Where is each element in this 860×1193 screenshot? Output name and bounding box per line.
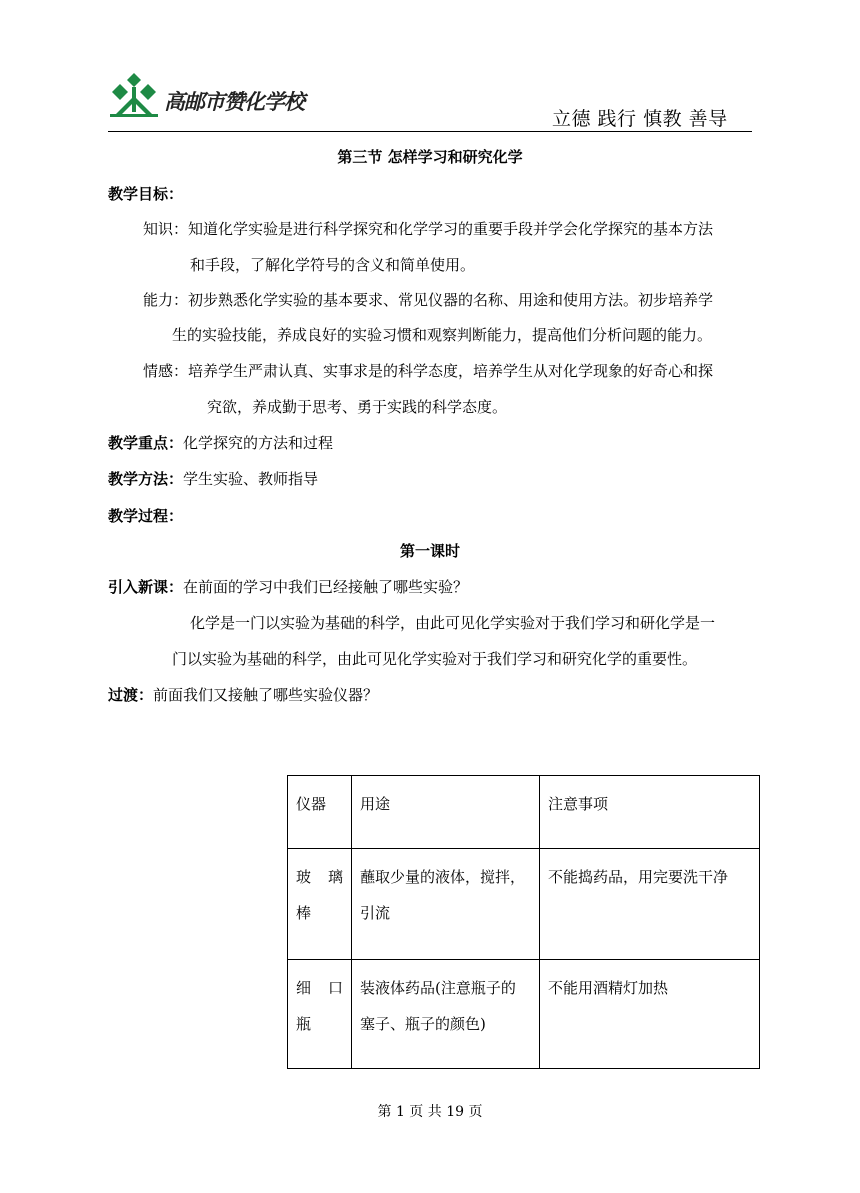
table-header-row	[288, 776, 760, 849]
instrument-name-char: 细	[296, 979, 312, 997]
instrument-name-char: 棒	[296, 904, 312, 922]
table-row	[288, 849, 760, 960]
use-text-line: 引流	[360, 904, 391, 922]
intro-paragraph-line-2: 门以实验为基础的科学，由此可见化学实验对于我们学习和研究化学的重要性。	[172, 650, 698, 668]
knowledge-line-1: 知道化学实验是进行科学探究和化学学习的重要手段并学会化学探究的基本方法	[188, 220, 714, 238]
header-divider	[108, 131, 752, 132]
instrument-name-char: 璃	[327, 868, 343, 886]
ability-label: 能力：	[143, 291, 189, 309]
use-text-line: 塞子、瓶子的颜色)	[360, 1015, 486, 1033]
use-cell	[352, 849, 540, 960]
header-cell-use: 用途	[352, 776, 540, 849]
instrument-table	[287, 775, 760, 1069]
use-text-line: 装液体药品(注意瓶子的	[360, 979, 516, 997]
method-row	[108, 468, 318, 489]
intro-row	[108, 576, 468, 597]
intro-paragraph-line-1: 化学是一门以实验为基础的科学，由此可见化学实验对于我们学习和研化学是一	[190, 614, 716, 632]
process-label: 教学过程：	[108, 507, 184, 525]
header-cell-notes: 注意事项	[540, 776, 760, 849]
use-text-line: 蘸取少量的液体，搅拌，	[360, 868, 526, 886]
use-cell	[352, 960, 540, 1069]
emotion-label: 情感：	[143, 362, 189, 380]
table-row	[288, 960, 760, 1069]
emotion-line-1: 培养学生严肃认真、实事求是的科学态度，培养学生从对化学现象的好奇心和探	[188, 362, 714, 380]
ability-line-2: 生的实验技能，养成良好的实验习惯和观察判断能力，提高他们分析问题的能力。	[172, 326, 713, 344]
instrument-name-cell	[288, 849, 352, 960]
goals-heading: 教学目标：	[108, 185, 184, 203]
keypoint-row	[108, 432, 333, 453]
keypoint-text: 化学探究的方法和过程	[183, 434, 334, 452]
school-logo	[108, 70, 308, 122]
keypoint-label: 教学重点：	[108, 434, 184, 452]
instrument-name-char: 口	[327, 979, 343, 997]
knowledge-label: 知识：	[143, 220, 189, 238]
instrument-name-char: 瓶	[296, 1015, 312, 1033]
lesson-title: 第一课时	[399, 542, 460, 560]
instrument-name-cell	[288, 960, 352, 1069]
intro-text: 在前面的学习中我们已经接触了哪些实验？	[183, 578, 469, 596]
school-motto: 立德 践行 慎教 善导	[552, 108, 728, 130]
note-cell: 不能捣药品，用完要洗干净	[540, 849, 760, 960]
ability-line-1: 初步熟悉化学实验的基本要求、常见仪器的名称、用途和使用方法。初步培养学	[188, 291, 714, 309]
page-number: 第 1 页 共 19 页	[377, 1104, 483, 1120]
page-title: 第三节 怎样学习和研究化学	[337, 148, 523, 166]
intro-label: 引入新课：	[108, 578, 184, 596]
knowledge-line-2: 和手段，了解化学符号的含义和简单使用。	[190, 256, 476, 274]
transition-text: 前面我们又接触了哪些实验仪器？	[153, 686, 379, 704]
method-text: 学生实验、教师指导	[183, 470, 319, 488]
school-name-logo-text: 高邮市赞化学校	[164, 89, 304, 114]
emotion-line-2: 究欲，养成勤于思考、勇于实践的科学态度。	[207, 398, 508, 416]
instrument-name-char: 玻	[296, 868, 312, 886]
header-cell-instrument: 仪器	[288, 776, 352, 849]
method-label: 教学方法：	[108, 470, 184, 488]
transition-label: 过渡：	[108, 686, 154, 704]
note-cell: 不能用酒精灯加热	[540, 960, 760, 1069]
transition-row	[108, 684, 378, 705]
